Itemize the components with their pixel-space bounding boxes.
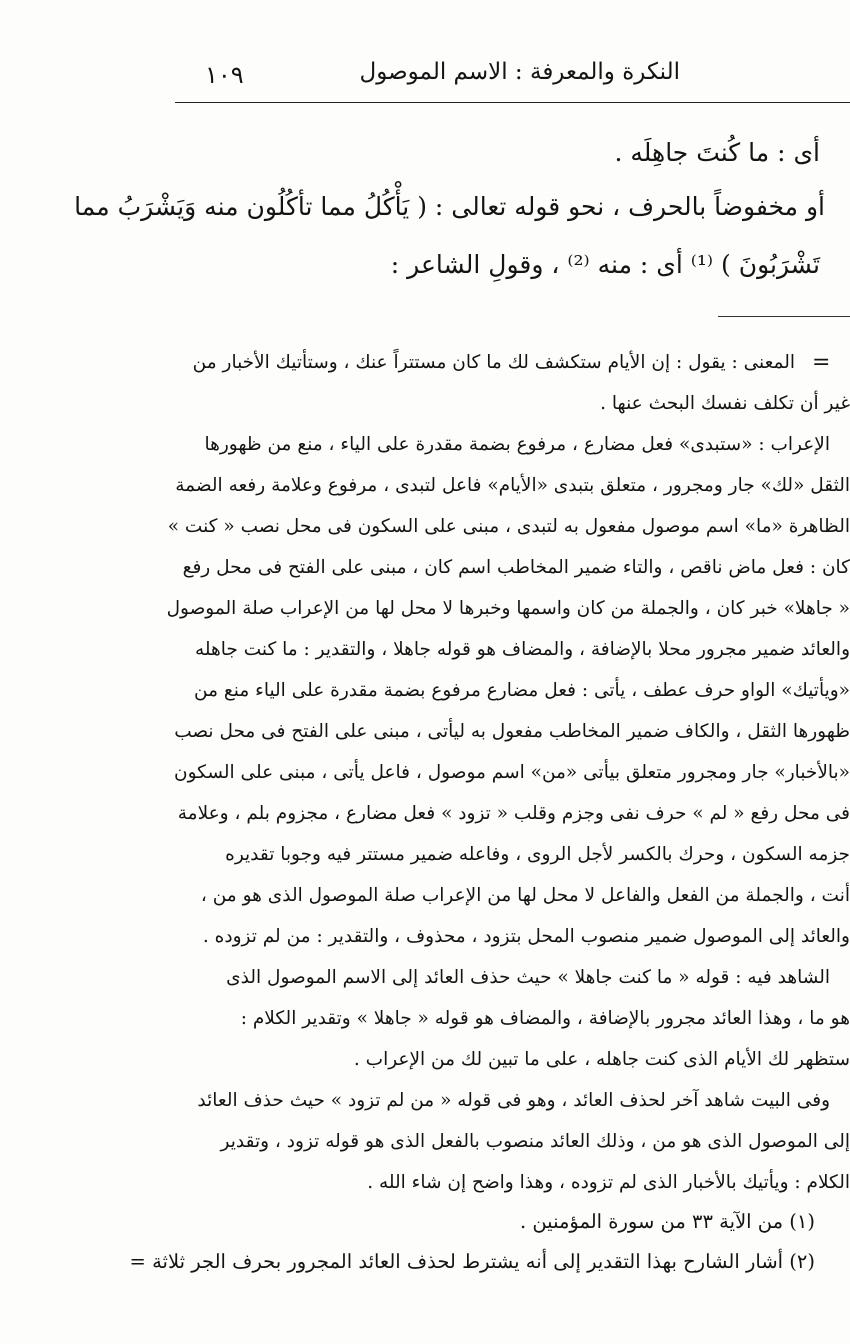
commentary-line: غير أن تكلف نفسك البحث عنها . (600, 393, 850, 414)
commentary-line: الشاهد فيه : قوله « ما كنت جاهلا » حيث حذف العائد إلى الاسم الموصول الذى (226, 967, 830, 988)
commentary-line: «بالأخبار» جار ومجرور متعلق بيأتى «من» اسم موصول ، فاعل يأتى ، مبنى على السكون (174, 762, 850, 783)
page-number: ١٠٩ (205, 61, 244, 89)
page-header (175, 55, 830, 95)
commentary-line: الكلام : ويأتيك بالأخبار الذى لم تزوده ، وهذا واضح إن شاء الله . (367, 1172, 850, 1193)
commentary-line: « جاهلا» خبر كان ، والجملة من كان واسمها وخبرها لا محل لها من الإعراب صلة الموصول (166, 598, 850, 619)
commentary-line: ظهورها الثقل ، والكاف ضمير المخاطب مفعول به ليأتى ، مبنى على الفتح فى محل نصب (174, 721, 850, 742)
continuation-mark: = (812, 350, 831, 375)
commentary-line: هو ما ، وهذا العائد مجرور بالإضافة ، والمضاف هو قوله « جاهلا » وتقدير الكلام : (240, 1008, 850, 1029)
commentary-line: وفى البيت شاهد آخر لحذف العائد ، وهو فى قوله « من لم تزود » حيث حذف العائد (197, 1090, 830, 1111)
commentary-line: الإعراب : «ستبدى» فعل مضارع ، مرفوع بضمة مقدرة على الياء ، منع من ظهورها (204, 434, 830, 455)
commentary-line: ستظهر لك الأيام الذى كنت جاهله ، على ما تبين لك من الإعراب . (353, 1049, 850, 1070)
footnote: (١) من الآية ٣٣ من سورة المؤمنين . (519, 1210, 815, 1233)
commentary-line: إلى الموصول الذى هو من ، وذلك العائد منصوب بالفعل الذى هو قوله تزود ، وتقدير (220, 1131, 850, 1152)
main-line: أى : ما كُنتَ جاهِلَه . (614, 138, 820, 167)
commentary-line: جزمه السكون ، وحرك بالكسر لأجل الروى ، وفاعله ضمير مستتر فيه وجوبا تقديره (225, 844, 850, 865)
commentary-line: أنت ، والجملة من الفعل والفاعل لا محل لها من الإعراب صلة الموصول الذى هو من ، (200, 885, 850, 906)
commentary-line: والعائد ضمير مجرور محلا بالإضافة ، والمضاف هو قوله جاهلا ، والتقدير : ما كنت جاهله (194, 639, 850, 660)
main-line: أو مخفوضاً بالحرف ، نحو قوله تعالى : ( يَأْكُلُ مما تأكُلُون منه وَيَشْرَبُ مما (74, 192, 825, 221)
main-line: تَشْرَبُونَ ) ⁽¹⁾ أى : منه ⁽²⁾ ، وقولِ الشاعر : (390, 250, 820, 279)
header-rule (175, 102, 850, 103)
running-title: النكرة والمعرفة : الاسم الموصول (359, 59, 680, 85)
commentary-line: كان : فعل ماض ناقص ، والتاء ضمير المخاطب اسم كان ، مبنى على الفتح فى محل رفع (182, 557, 850, 578)
section-divider (718, 316, 850, 317)
commentary-line: والعائد إلى الموصول ضمير منصوب المحل بتزود ، محذوف ، والتقدير : من لم تزوده . (202, 926, 850, 947)
commentary-line: الثقل «لك» جار ومجرور ، متعلق بتبدى «الأيام» فاعل لتبدى ، مرفوع وعلامة رفعه الضمة (175, 475, 850, 496)
commentary-line: المعنى : يقول : إن الأيام ستكشف لك ما كان مستتراً عنك ، وستأتيك الأخبار من (192, 352, 795, 373)
commentary-line: «ويأتيك» الواو حرف عطف ، يأتى : فعل مضارع مرفوع بضمة مقدرة على الياء منع من (194, 680, 850, 701)
commentary-line: الظاهرة «ما» اسم موصول مفعول به لتبدى ، مبنى على السكون فى محل نصب « كنت » (167, 516, 850, 537)
commentary-line: فى محل رفع « لم » حرف نفى وجزم وقلب « تزود » فعل مضارع ، مجزوم بلم ، وعلامة (177, 803, 850, 824)
footnote: (٢) أشار الشارح بهذا التقدير إلى أنه يشترط لحذف العائد المجرور بحرف الجر ثلاثة = (129, 1250, 815, 1273)
